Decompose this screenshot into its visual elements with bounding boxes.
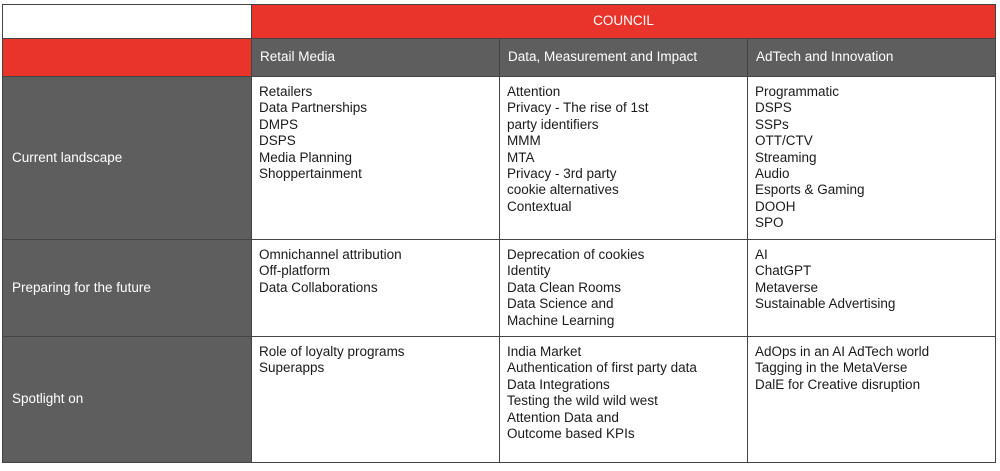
topic-item: DSPS bbox=[259, 133, 296, 149]
topic-list bbox=[507, 344, 739, 442]
topic-list bbox=[755, 247, 987, 313]
topic-item: ChatGPT bbox=[755, 263, 812, 279]
row-header-preparing-future bbox=[3, 240, 252, 337]
topic-item: Privacy - The rise of 1st bbox=[507, 100, 649, 116]
topic-item: Metaverse bbox=[755, 279, 819, 295]
topic-item: Identity bbox=[507, 263, 551, 279]
topic-item: Attention bbox=[507, 84, 561, 99]
topic-list bbox=[259, 84, 491, 182]
cell-future-data bbox=[500, 240, 748, 337]
row-header-label: Current landscape bbox=[12, 149, 123, 165]
column-header-adtech bbox=[748, 39, 996, 77]
cell-current-adtech bbox=[748, 77, 996, 240]
topic-item: Superapps bbox=[259, 360, 325, 376]
topic-item: Role of loyalty programs bbox=[259, 344, 405, 359]
topic-item: AdOps in an AI AdTech world bbox=[755, 344, 930, 359]
topic-list bbox=[755, 344, 987, 393]
topic-item: Esports & Gaming bbox=[755, 182, 865, 198]
topic-item: Data Science and bbox=[507, 296, 614, 312]
topic-item: DSPS bbox=[755, 100, 792, 116]
topic-item: Programmatic bbox=[755, 84, 840, 99]
column-header-label: AdTech and Innovation bbox=[756, 49, 894, 65]
topic-item: Audio bbox=[755, 166, 790, 182]
corner-blank-cell bbox=[3, 5, 252, 39]
topic-item: AI bbox=[755, 247, 768, 262]
cell-future-adtech bbox=[748, 240, 996, 337]
topic-item: Data Collaborations bbox=[259, 279, 378, 295]
topic-item: cookie alternatives bbox=[507, 182, 619, 198]
column-header-label: Data, Measurement and Impact bbox=[508, 49, 698, 65]
cell-spotlight-data bbox=[500, 337, 748, 463]
cell-spotlight-retail bbox=[252, 337, 500, 463]
topic-item: Contextual bbox=[507, 198, 572, 214]
topic-item: DOOH bbox=[755, 198, 796, 214]
topic-item: Data Integrations bbox=[507, 376, 610, 392]
topic-item: Tagging in the MetaVerse bbox=[755, 360, 908, 376]
cell-future-retail bbox=[252, 240, 500, 337]
topic-list bbox=[507, 84, 739, 215]
topic-list bbox=[259, 344, 491, 377]
topic-item: party identifiers bbox=[507, 116, 599, 132]
council-table bbox=[2, 4, 996, 463]
column-header-retail-media bbox=[252, 39, 500, 77]
topic-item: DalE for Creative disruption bbox=[755, 376, 921, 392]
topic-list bbox=[259, 247, 491, 296]
topic-item: Streaming bbox=[755, 149, 817, 165]
topic-list bbox=[507, 247, 739, 329]
topic-item: SSPs bbox=[755, 116, 789, 132]
topic-item: OTT/CTV bbox=[755, 133, 813, 149]
topic-item: Shoppertainment bbox=[259, 166, 362, 182]
topic-item: MTA bbox=[507, 149, 535, 165]
council-header bbox=[252, 5, 996, 39]
topic-item: MMM bbox=[507, 133, 541, 149]
row-header-spotlight bbox=[3, 337, 252, 463]
topic-item: Privacy - 3rd party bbox=[507, 166, 617, 182]
row-header-label: Preparing for the future bbox=[12, 279, 151, 295]
topic-item: India Market bbox=[507, 344, 582, 359]
topic-item: SPO bbox=[755, 215, 784, 231]
cell-current-data bbox=[500, 77, 748, 240]
column-header-data-measurement bbox=[500, 39, 748, 77]
topic-item: Outcome based KPIs bbox=[507, 426, 635, 442]
council-label: COUNCIL bbox=[593, 13, 654, 29]
topic-item: Deprecation of cookies bbox=[507, 247, 645, 262]
topic-item: Authentication of first party data bbox=[507, 360, 697, 376]
row-header-current-landscape bbox=[3, 77, 252, 240]
column-header-label: Retail Media bbox=[260, 49, 336, 65]
topic-item: Sustainable Advertising bbox=[755, 296, 896, 312]
topic-item: Machine Learning bbox=[507, 312, 615, 328]
topic-item: Media Planning bbox=[259, 149, 353, 165]
topic-item: Attention Data and bbox=[507, 409, 619, 425]
topic-list bbox=[755, 84, 987, 232]
topic-item: Data Clean Rooms bbox=[507, 279, 622, 295]
topic-item: Omnichannel attribution bbox=[259, 247, 402, 262]
topic-item: Off-platform bbox=[259, 263, 331, 279]
topic-item: DMPS bbox=[259, 116, 299, 132]
topic-item: Retailers bbox=[259, 84, 313, 99]
corner-red-cell bbox=[3, 39, 252, 77]
row-header-label: Spotlight on bbox=[12, 391, 84, 407]
cell-spotlight-adtech bbox=[748, 337, 996, 463]
cell-current-retail bbox=[252, 77, 500, 240]
topic-item: Data Partnerships bbox=[259, 100, 368, 116]
topic-item: Testing the wild wild west bbox=[507, 393, 658, 409]
